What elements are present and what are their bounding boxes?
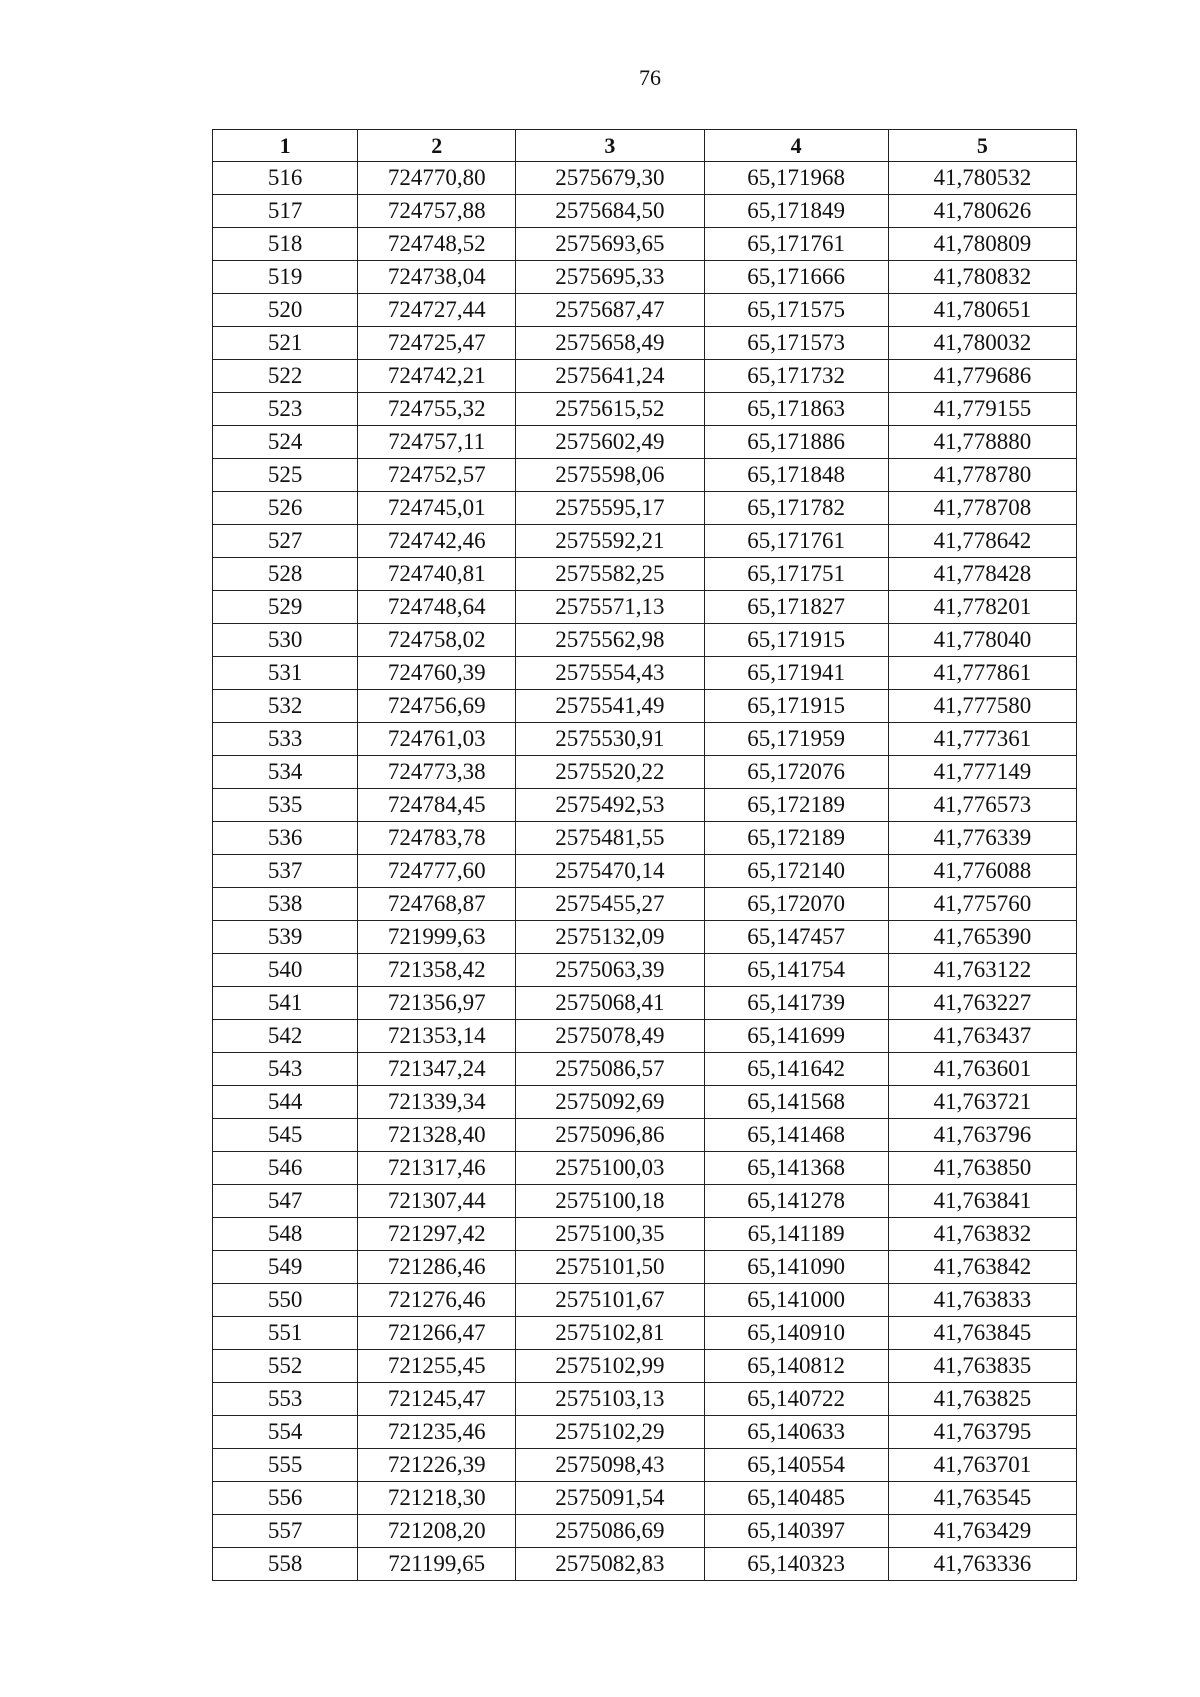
longitude-cell: 41,763437 [888,1020,1076,1053]
y-coordinate-cell: 2575098,43 [516,1449,704,1482]
x-coordinate-cell: 724783,78 [358,822,516,855]
x-coordinate-cell: 724745,01 [358,492,516,525]
table-row [213,195,1077,228]
y-coordinate-cell: 2575101,50 [516,1251,704,1284]
table-row [213,1152,1077,1185]
x-coordinate-cell: 721286,46 [358,1251,516,1284]
longitude-cell: 41,763122 [888,954,1076,987]
latitude-cell: 65,171915 [704,690,888,723]
latitude-cell: 65,140812 [704,1350,888,1383]
y-coordinate-cell: 2575102,29 [516,1416,704,1449]
point-number-cell: 537 [213,855,358,888]
point-number-cell: 556 [213,1482,358,1515]
latitude-cell: 65,141754 [704,954,888,987]
point-number-cell: 558 [213,1548,358,1581]
point-number-cell: 542 [213,1020,358,1053]
table-row [213,690,1077,723]
table-row [213,1416,1077,1449]
latitude-cell: 65,147457 [704,921,888,954]
y-coordinate-cell: 2575091,54 [516,1482,704,1515]
longitude-cell: 41,779155 [888,393,1076,426]
longitude-cell: 41,778040 [888,624,1076,657]
latitude-cell: 65,171575 [704,294,888,327]
latitude-cell: 65,171761 [704,525,888,558]
latitude-cell: 65,171941 [704,657,888,690]
y-coordinate-cell: 2575100,03 [516,1152,704,1185]
point-number-cell: 555 [213,1449,358,1482]
latitude-cell: 65,140397 [704,1515,888,1548]
y-coordinate-cell: 2575100,35 [516,1218,704,1251]
longitude-cell: 41,776573 [888,789,1076,822]
longitude-cell: 41,763795 [888,1416,1076,1449]
table-row [213,228,1077,261]
longitude-cell: 41,763545 [888,1482,1076,1515]
longitude-cell: 41,763721 [888,1086,1076,1119]
y-coordinate-cell: 2575592,21 [516,525,704,558]
latitude-cell: 65,140554 [704,1449,888,1482]
latitude-cell: 65,141739 [704,987,888,1020]
latitude-cell: 65,140485 [704,1482,888,1515]
page-number: 76 [639,65,661,90]
table-row [213,1284,1077,1317]
longitude-cell: 41,777861 [888,657,1076,690]
point-number-cell: 516 [213,162,358,195]
table-row [213,327,1077,360]
table-row [213,921,1077,954]
longitude-cell: 41,763832 [888,1218,1076,1251]
point-number-cell: 524 [213,426,358,459]
x-coordinate-cell: 721999,63 [358,921,516,954]
point-number-cell: 536 [213,822,358,855]
y-coordinate-cell: 2575100,18 [516,1185,704,1218]
longitude-cell: 41,777361 [888,723,1076,756]
x-coordinate-cell: 724773,38 [358,756,516,789]
longitude-cell: 41,763833 [888,1284,1076,1317]
longitude-cell: 41,778880 [888,426,1076,459]
table-row [213,492,1077,525]
latitude-cell: 65,171863 [704,393,888,426]
y-coordinate-cell: 2575102,81 [516,1317,704,1350]
latitude-cell: 65,171959 [704,723,888,756]
latitude-cell: 65,171915 [704,624,888,657]
x-coordinate-cell: 721307,44 [358,1185,516,1218]
latitude-cell: 65,172076 [704,756,888,789]
table-row [213,360,1077,393]
table-row [213,1482,1077,1515]
point-number-cell: 519 [213,261,358,294]
point-number-cell: 551 [213,1317,358,1350]
y-coordinate-cell: 2575541,49 [516,690,704,723]
x-coordinate-cell: 724761,03 [358,723,516,756]
longitude-cell: 41,778708 [888,492,1076,525]
y-coordinate-cell: 2575086,69 [516,1515,704,1548]
x-coordinate-cell: 721266,47 [358,1317,516,1350]
point-number-cell: 534 [213,756,358,789]
table-row [213,1317,1077,1350]
longitude-cell: 41,780832 [888,261,1076,294]
point-number-cell: 552 [213,1350,358,1383]
x-coordinate-cell: 721328,40 [358,1119,516,1152]
y-coordinate-cell: 2575455,27 [516,888,704,921]
latitude-cell: 65,171782 [704,492,888,525]
longitude-cell: 41,775760 [888,888,1076,921]
table-row [213,657,1077,690]
point-number-cell: 521 [213,327,358,360]
x-coordinate-cell: 724755,32 [358,393,516,426]
point-number-cell: 530 [213,624,358,657]
table-row [213,1515,1077,1548]
x-coordinate-cell: 721245,47 [358,1383,516,1416]
column-header-4: 4 [704,130,888,162]
point-number-cell: 533 [213,723,358,756]
longitude-cell: 41,765390 [888,921,1076,954]
point-number-cell: 527 [213,525,358,558]
table-row [213,1053,1077,1086]
table-row [213,756,1077,789]
latitude-cell: 65,141699 [704,1020,888,1053]
y-coordinate-cell: 2575101,67 [516,1284,704,1317]
y-coordinate-cell: 2575086,57 [516,1053,704,1086]
x-coordinate-cell: 724784,45 [358,789,516,822]
point-number-cell: 540 [213,954,358,987]
y-coordinate-cell: 2575679,30 [516,162,704,195]
x-coordinate-cell: 724738,04 [358,261,516,294]
longitude-cell: 41,776339 [888,822,1076,855]
x-coordinate-cell: 724768,87 [358,888,516,921]
table-row [213,723,1077,756]
latitude-cell: 65,141568 [704,1086,888,1119]
table-row [213,1185,1077,1218]
x-coordinate-cell: 721226,39 [358,1449,516,1482]
latitude-cell: 65,171968 [704,162,888,195]
y-coordinate-cell: 2575554,43 [516,657,704,690]
x-coordinate-cell: 724740,81 [358,558,516,591]
y-coordinate-cell: 2575078,49 [516,1020,704,1053]
table-row [213,1449,1077,1482]
y-coordinate-cell: 2575103,13 [516,1383,704,1416]
latitude-cell: 65,172070 [704,888,888,921]
table-row [213,294,1077,327]
latitude-cell: 65,172189 [704,822,888,855]
table-row [213,1350,1077,1383]
point-number-cell: 528 [213,558,358,591]
longitude-cell: 41,763227 [888,987,1076,1020]
table-row [213,426,1077,459]
table-row [213,624,1077,657]
y-coordinate-cell: 2575615,52 [516,393,704,426]
latitude-cell: 65,140910 [704,1317,888,1350]
latitude-cell: 65,141189 [704,1218,888,1251]
table-row [213,459,1077,492]
y-coordinate-cell: 2575602,49 [516,426,704,459]
x-coordinate-cell: 724758,02 [358,624,516,657]
header-row [213,130,1077,162]
point-number-cell: 546 [213,1152,358,1185]
point-number-cell: 523 [213,393,358,426]
table-row [213,1086,1077,1119]
latitude-cell: 65,171827 [704,591,888,624]
y-coordinate-cell: 2575571,13 [516,591,704,624]
point-number-cell: 522 [213,360,358,393]
x-coordinate-cell: 721208,20 [358,1515,516,1548]
y-coordinate-cell: 2575063,39 [516,954,704,987]
table-row [213,393,1077,426]
table-row [213,558,1077,591]
point-number-cell: 553 [213,1383,358,1416]
latitude-cell: 65,141468 [704,1119,888,1152]
x-coordinate-cell: 724742,21 [358,360,516,393]
y-coordinate-cell: 2575068,41 [516,987,704,1020]
latitude-cell: 65,140633 [704,1416,888,1449]
x-coordinate-cell: 724748,64 [358,591,516,624]
longitude-cell: 41,778780 [888,459,1076,492]
x-coordinate-cell: 724770,80 [358,162,516,195]
table-row [213,954,1077,987]
point-number-cell: 526 [213,492,358,525]
x-coordinate-cell: 721235,46 [358,1416,516,1449]
longitude-cell: 41,763825 [888,1383,1076,1416]
longitude-cell: 41,780532 [888,162,1076,195]
point-number-cell: 557 [213,1515,358,1548]
table-body [213,162,1077,1581]
y-coordinate-cell: 2575132,09 [516,921,704,954]
longitude-cell: 41,763336 [888,1548,1076,1581]
point-number-cell: 549 [213,1251,358,1284]
y-coordinate-cell: 2575096,86 [516,1119,704,1152]
longitude-cell: 41,763850 [888,1152,1076,1185]
longitude-cell: 41,763841 [888,1185,1076,1218]
y-coordinate-cell: 2575562,98 [516,624,704,657]
longitude-cell: 41,779686 [888,360,1076,393]
longitude-cell: 41,763835 [888,1350,1076,1383]
y-coordinate-cell: 2575684,50 [516,195,704,228]
x-coordinate-cell: 721356,97 [358,987,516,1020]
y-coordinate-cell: 2575092,69 [516,1086,704,1119]
longitude-cell: 41,763429 [888,1515,1076,1548]
longitude-cell: 41,778201 [888,591,1076,624]
longitude-cell: 41,780809 [888,228,1076,261]
longitude-cell: 41,780032 [888,327,1076,360]
longitude-cell: 41,780651 [888,294,1076,327]
y-coordinate-cell: 2575492,53 [516,789,704,822]
point-number-cell: 543 [213,1053,358,1086]
x-coordinate-cell: 721276,46 [358,1284,516,1317]
x-coordinate-cell: 721199,65 [358,1548,516,1581]
table-row [213,1218,1077,1251]
longitude-cell: 41,763842 [888,1251,1076,1284]
point-number-cell: 531 [213,657,358,690]
point-number-cell: 548 [213,1218,358,1251]
latitude-cell: 65,171732 [704,360,888,393]
longitude-cell: 41,777580 [888,690,1076,723]
table-row [213,789,1077,822]
y-coordinate-cell: 2575598,06 [516,459,704,492]
x-coordinate-cell: 724742,46 [358,525,516,558]
y-coordinate-cell: 2575582,25 [516,558,704,591]
latitude-cell: 65,171886 [704,426,888,459]
x-coordinate-cell: 724725,47 [358,327,516,360]
longitude-cell: 41,763701 [888,1449,1076,1482]
longitude-cell: 41,778642 [888,525,1076,558]
table-row [213,525,1077,558]
point-number-cell: 554 [213,1416,358,1449]
point-number-cell: 541 [213,987,358,1020]
latitude-cell: 65,171751 [704,558,888,591]
y-coordinate-cell: 2575695,33 [516,261,704,294]
y-coordinate-cell: 2575595,17 [516,492,704,525]
coordinates-table [212,129,1077,1581]
latitude-cell: 65,141278 [704,1185,888,1218]
latitude-cell: 65,171848 [704,459,888,492]
y-coordinate-cell: 2575641,24 [516,360,704,393]
x-coordinate-cell: 724760,39 [358,657,516,690]
latitude-cell: 65,171849 [704,195,888,228]
latitude-cell: 65,141642 [704,1053,888,1086]
latitude-cell: 65,141368 [704,1152,888,1185]
point-number-cell: 517 [213,195,358,228]
point-number-cell: 525 [213,459,358,492]
point-number-cell: 529 [213,591,358,624]
table-row [213,1119,1077,1152]
y-coordinate-cell: 2575693,65 [516,228,704,261]
latitude-cell: 65,171666 [704,261,888,294]
column-header-3: 3 [516,130,704,162]
table-row [213,1020,1077,1053]
table-row [213,1383,1077,1416]
latitude-cell: 65,141000 [704,1284,888,1317]
column-header-1: 1 [213,130,358,162]
latitude-cell: 65,141090 [704,1251,888,1284]
point-number-cell: 518 [213,228,358,261]
x-coordinate-cell: 721297,42 [358,1218,516,1251]
x-coordinate-cell: 724727,44 [358,294,516,327]
x-coordinate-cell: 724752,57 [358,459,516,492]
y-coordinate-cell: 2575102,99 [516,1350,704,1383]
x-coordinate-cell: 721353,14 [358,1020,516,1053]
x-coordinate-cell: 724748,52 [358,228,516,261]
y-coordinate-cell: 2575658,49 [516,327,704,360]
table-row [213,591,1077,624]
longitude-cell: 41,777149 [888,756,1076,789]
x-coordinate-cell: 721358,42 [358,954,516,987]
table-row [213,987,1077,1020]
latitude-cell: 65,171761 [704,228,888,261]
x-coordinate-cell: 721339,34 [358,1086,516,1119]
latitude-cell: 65,172189 [704,789,888,822]
y-coordinate-cell: 2575470,14 [516,855,704,888]
point-number-cell: 538 [213,888,358,921]
longitude-cell: 41,763845 [888,1317,1076,1350]
x-coordinate-cell: 724756,69 [358,690,516,723]
x-coordinate-cell: 724757,88 [358,195,516,228]
longitude-cell: 41,778428 [888,558,1076,591]
latitude-cell: 65,140722 [704,1383,888,1416]
y-coordinate-cell: 2575520,22 [516,756,704,789]
column-header-5: 5 [888,130,1076,162]
x-coordinate-cell: 724757,11 [358,426,516,459]
x-coordinate-cell: 721218,30 [358,1482,516,1515]
table-row [213,261,1077,294]
latitude-cell: 65,172140 [704,855,888,888]
y-coordinate-cell: 2575530,91 [516,723,704,756]
point-number-cell: 520 [213,294,358,327]
y-coordinate-cell: 2575687,47 [516,294,704,327]
longitude-cell: 41,763796 [888,1119,1076,1152]
point-number-cell: 532 [213,690,358,723]
longitude-cell: 41,763601 [888,1053,1076,1086]
table-row [213,1548,1077,1581]
x-coordinate-cell: 721347,24 [358,1053,516,1086]
latitude-cell: 65,140323 [704,1548,888,1581]
point-number-cell: 545 [213,1119,358,1152]
longitude-cell: 41,780626 [888,195,1076,228]
point-number-cell: 550 [213,1284,358,1317]
y-coordinate-cell: 2575082,83 [516,1548,704,1581]
x-coordinate-cell: 721317,46 [358,1152,516,1185]
point-number-cell: 535 [213,789,358,822]
table-row [213,1251,1077,1284]
x-coordinate-cell: 724777,60 [358,855,516,888]
longitude-cell: 41,776088 [888,855,1076,888]
point-number-cell: 544 [213,1086,358,1119]
y-coordinate-cell: 2575481,55 [516,822,704,855]
table-row [213,855,1077,888]
x-coordinate-cell: 721255,45 [358,1350,516,1383]
table-row [213,888,1077,921]
latitude-cell: 65,171573 [704,327,888,360]
table-row [213,822,1077,855]
point-number-cell: 547 [213,1185,358,1218]
column-header-2: 2 [358,130,516,162]
table-row [213,162,1077,195]
point-number-cell: 539 [213,921,358,954]
